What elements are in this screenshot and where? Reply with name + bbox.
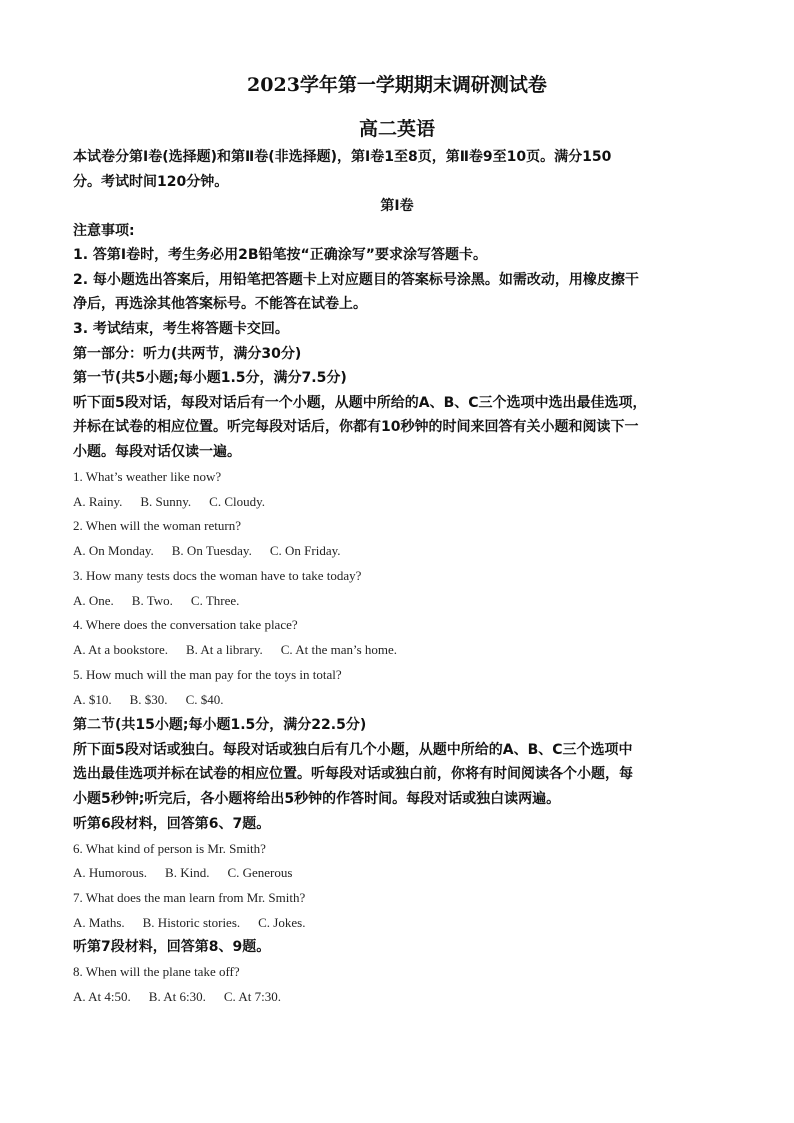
option-8c: C. At 7:30. [223, 989, 281, 1004]
option-3b: B. Two. [131, 593, 173, 608]
options-8 [73, 988, 299, 1006]
part1-heading: 第一部分：听力(共两节，满分30分) [73, 346, 302, 362]
section2-instr-3: 小题5秒钟;听完后，各小题将给出5秒钟的作答时间。每段对话或独白读两遍。 [73, 791, 561, 807]
question-4: 4. Where does the conversation take place? [73, 617, 298, 632]
option-2c: C. On Friday. [269, 543, 341, 558]
option-8b: B. At 6:30. [148, 989, 206, 1004]
question-7: 7. What does the man learn from Mr. Smith? [73, 890, 306, 905]
option-4c: C. At the man’s home. [280, 642, 398, 657]
option-4b: B. At a library. [185, 642, 263, 657]
section1-heading: 第一节(共5小题;每小题1.5分，满分7.5分) [73, 370, 347, 386]
option-4a: A. At a bookstore. [73, 642, 168, 657]
note-2a: 2. 每小题选出答案后，用铅笔把答题卡上对应题目的答案标号涂黑。如需改动，用橡皮擦干 [73, 272, 639, 288]
options-2 [73, 542, 359, 560]
intro-line-1: 本试卷分第Ⅰ卷(选择题)和第Ⅱ卷(非选择题)，第Ⅰ卷1至8页，第Ⅱ卷9至10页。满分150 [73, 149, 612, 165]
options-5 [73, 691, 241, 709]
options-7 [73, 914, 323, 932]
options-1 [73, 493, 283, 511]
exam-title: 2023学年第一学期期末调研测试卷 [247, 74, 547, 96]
question-8: 8. When will the plane take off? [73, 964, 240, 979]
option-1a: A. Rainy. [73, 494, 123, 509]
question-2: 2. When will the woman return? [73, 518, 241, 533]
section1-instr-3: 小题。每段对话仅读一遍。 [73, 444, 241, 460]
option-2a: A. On Monday. [73, 543, 154, 558]
question-5: 5. How much will the man pay for the toys in total? [73, 667, 342, 682]
option-1c: C. Cloudy. [209, 494, 266, 509]
question-1: 1. What’s weather like now? [73, 469, 222, 484]
options-6 [73, 864, 310, 882]
option-7b: B. Historic stories. [142, 915, 241, 930]
section2-instr-1: 所下面5段对话或独白。每段对话或独白后有几个小题，从题中所给的A、B、C三个选项中 [73, 742, 633, 758]
option-5a: A. $10. [73, 692, 112, 707]
section-label: 第Ⅰ卷 [380, 198, 414, 214]
question-3: 3. How many tests docs the woman have to take today? [73, 568, 362, 583]
option-2b: B. On Tuesday. [171, 543, 252, 558]
option-5b: B. $30. [129, 692, 168, 707]
options-3 [73, 592, 257, 610]
option-5c: C. $40. [185, 692, 224, 707]
option-6a: A. Humorous. [73, 865, 148, 880]
section2-heading: 第二节(共15小题;每小题1.5分，满分22.5分) [73, 717, 367, 733]
options-4 [73, 641, 415, 659]
notes-heading: 注意事项: [73, 223, 135, 239]
intro-line-2: 分。考试时间120分钟。 [73, 174, 229, 190]
option-6b: B. Kind. [165, 865, 210, 880]
note-3: 3. 考试结束，考生将答题卡交回。 [73, 321, 289, 337]
note-2b: 净后，再选涂其他答案标号。不能答在试卷上。 [73, 296, 367, 312]
option-7a: A. Maths. [73, 915, 125, 930]
option-3a: A. One. [73, 593, 114, 608]
question-6: 6. What kind of person is Mr. Smith? [73, 841, 266, 856]
option-7c: C. Jokes. [258, 915, 306, 930]
section1-instr-1: 听下面5段对话，每段对话后有一个小题，从题中所给的A、B、C三个选项中选出最佳选项， [73, 395, 647, 411]
option-6c: C. Generous [227, 865, 293, 880]
section2-instr-2: 选出最佳选项并标在试卷的相应位置。听每段对话或独白前，你将有时间阅读各个小题，每 [73, 766, 633, 782]
exam-subtitle: 高二英语 [358, 118, 435, 140]
group-7-heading: 听第7段材料，回答第8、9题。 [73, 939, 271, 955]
note-1: 1. 答第Ⅰ卷时，考生务必用2B铅笔按“正确涂写”要求涂写答题卡。 [73, 247, 487, 263]
option-1b: B. Sunny. [140, 494, 192, 509]
section1-instr-2: 并标在试卷的相应位置。听完每段对话后，你都有10秒钟的时间来回答有关小题和阅读下一 [73, 419, 639, 435]
group-6-heading: 听第6段材料，回答第6、7题。 [73, 816, 271, 832]
option-3c: C. Three. [190, 593, 240, 608]
option-8a: A. At 4:50. [73, 989, 131, 1004]
